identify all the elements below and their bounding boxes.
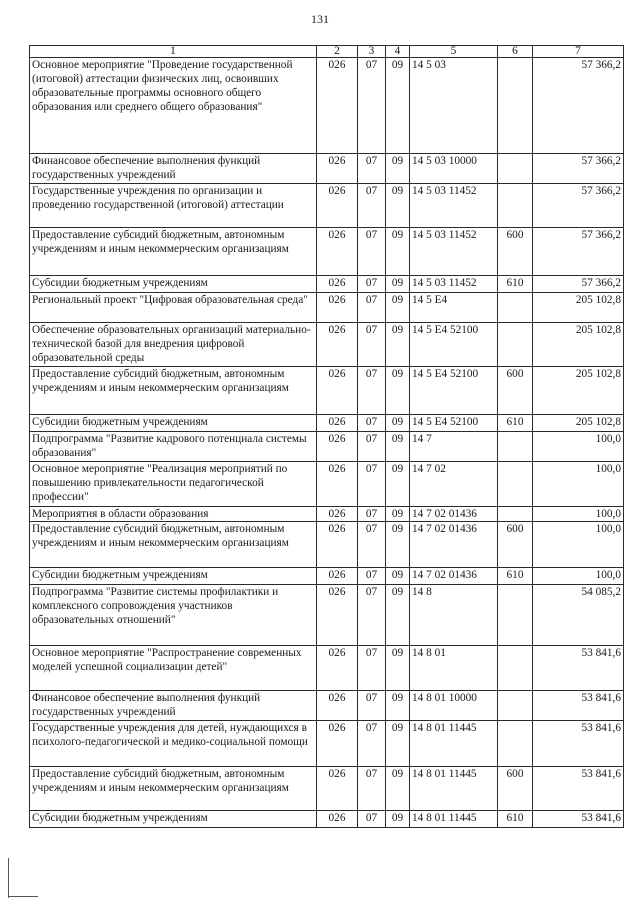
ministry-code: 026 [317, 462, 358, 507]
expense-type-code [498, 462, 533, 507]
target-article-code: 14 8 01 [410, 646, 498, 691]
ministry-code: 026 [317, 585, 358, 646]
amount: 53 841,6 [533, 767, 624, 811]
target-article-code: 14 5 03 11452 [410, 228, 498, 276]
subsection-code: 09 [386, 691, 410, 721]
target-article-code: 14 8 01 10000 [410, 691, 498, 721]
amount: 57 366,2 [533, 154, 624, 184]
subsection-code: 09 [386, 323, 410, 367]
amount: 205 102,8 [533, 293, 624, 323]
amount: 100,0 [533, 507, 624, 522]
subsection-code: 09 [386, 721, 410, 767]
table-row [30, 276, 624, 293]
target-article-code: 14 8 01 11445 [410, 767, 498, 811]
ministry-code: 026 [317, 646, 358, 691]
expense-type-code [498, 721, 533, 767]
row-name: Основное мероприятие "Распространение современных моделей успешной социализации детей" [30, 646, 317, 691]
row-name: Субсидии бюджетным учреждениям [30, 568, 317, 585]
expense-type-code [498, 646, 533, 691]
target-article-code: 14 8 [410, 585, 498, 646]
table-row [30, 367, 624, 415]
row-name: Региональный проект "Цифровая образовательная среда" [30, 293, 317, 323]
target-article-code: 14 7 02 [410, 462, 498, 507]
table-row [30, 228, 624, 276]
section-code: 07 [358, 585, 386, 646]
target-article-code: 14 8 01 11445 [410, 811, 498, 828]
amount: 100,0 [533, 432, 624, 462]
row-name: Финансовое обеспечение выполнения функций государственных учреждений [30, 691, 317, 721]
subsection-code: 09 [386, 276, 410, 293]
expense-type-code: 600 [498, 228, 533, 276]
target-article-code: 14 5 03 11452 [410, 276, 498, 293]
target-article-code: 14 5 E4 52100 [410, 323, 498, 367]
row-name: Государственные учреждения для детей, нуждающихся в психолого-педагогической и медико-социальной помощи [30, 721, 317, 767]
subsection-code: 09 [386, 585, 410, 646]
subsection-code: 09 [386, 507, 410, 522]
expense-type-code [498, 293, 533, 323]
table-row [30, 507, 624, 522]
expense-type-code [498, 691, 533, 721]
ministry-code: 026 [317, 276, 358, 293]
section-code: 07 [358, 691, 386, 721]
section-code: 07 [358, 646, 386, 691]
page-number: 131 [311, 12, 329, 26]
target-article-code: 14 7 02 01436 [410, 522, 498, 568]
expense-type-code [498, 323, 533, 367]
ministry-code: 026 [317, 228, 358, 276]
subsection-code: 09 [386, 367, 410, 415]
section-code: 07 [358, 184, 386, 228]
row-name: Предоставление субсидий бюджетным, автономным учреждениям и иным некоммерческим организациям [30, 767, 317, 811]
amount: 57 366,2 [533, 184, 624, 228]
subsection-code: 09 [386, 228, 410, 276]
amount: 57 366,2 [533, 276, 624, 293]
ministry-code: 026 [317, 58, 358, 154]
section-code: 07 [358, 367, 386, 415]
row-name: Предоставление субсидий бюджетным, автономным учреждениям и иным некоммерческим организациям [30, 228, 317, 276]
expense-type-code [498, 507, 533, 522]
row-name: Предоставление субсидий бюджетным, автономным учреждениям и иным некоммерческим организациям [30, 522, 317, 568]
subsection-code: 09 [386, 568, 410, 585]
ministry-code: 026 [317, 568, 358, 585]
amount: 53 841,6 [533, 811, 624, 828]
subsection-code: 09 [386, 432, 410, 462]
row-name: Основное мероприятие "Проведение государственной (итоговой) аттестации физических лиц, освоивших образовательные программы основного общего образования или среднего общего образования" [30, 58, 317, 154]
ministry-code: 026 [317, 432, 358, 462]
expense-type-code [498, 58, 533, 154]
ministry-code: 026 [317, 691, 358, 721]
amount: 205 102,8 [533, 323, 624, 367]
subsection-code: 09 [386, 58, 410, 154]
column-header-1: 1 [30, 46, 317, 58]
amount: 53 841,6 [533, 721, 624, 767]
column-header-3: 3 [358, 46, 386, 58]
target-article-code: 14 7 02 01436 [410, 568, 498, 585]
section-code: 07 [358, 568, 386, 585]
table-row [30, 691, 624, 721]
expense-type-code: 600 [498, 767, 533, 811]
column-header-7: 7 [533, 46, 624, 58]
column-header-2: 2 [317, 46, 358, 58]
expense-type-code [498, 154, 533, 184]
ministry-code: 026 [317, 367, 358, 415]
table-row [30, 568, 624, 585]
section-code: 07 [358, 507, 386, 522]
section-code: 07 [358, 58, 386, 154]
section-code: 07 [358, 767, 386, 811]
section-code: 07 [358, 293, 386, 323]
ministry-code: 026 [317, 507, 358, 522]
target-article-code: 14 7 02 01436 [410, 507, 498, 522]
ministry-code: 026 [317, 323, 358, 367]
amount: 53 841,6 [533, 646, 624, 691]
table-row [30, 184, 624, 228]
table-row [30, 646, 624, 691]
amount: 100,0 [533, 522, 624, 568]
column-header-6: 6 [498, 46, 533, 58]
target-article-code: 14 5 03 10000 [410, 154, 498, 184]
section-code: 07 [358, 154, 386, 184]
section-code: 07 [358, 721, 386, 767]
row-name: Мероприятия в области образования [30, 507, 317, 522]
subsection-code: 09 [386, 646, 410, 691]
target-article-code: 14 5 03 11452 [410, 184, 498, 228]
amount: 100,0 [533, 462, 624, 507]
expense-type-code: 610 [498, 415, 533, 432]
row-name: Подпрограмма "Развитие кадрового потенциала системы образования" [30, 432, 317, 462]
expense-type-code [498, 432, 533, 462]
section-code: 07 [358, 522, 386, 568]
expense-type-code: 600 [498, 367, 533, 415]
row-name: Субсидии бюджетным учреждениям [30, 415, 317, 432]
expense-type-code: 610 [498, 276, 533, 293]
row-name: Государственные учреждения по организации и проведению государственной (итоговой) аттестации [30, 184, 317, 228]
table-row [30, 585, 624, 646]
table-row [30, 462, 624, 507]
subsection-code: 09 [386, 811, 410, 828]
table-row [30, 811, 624, 828]
subsection-code: 09 [386, 184, 410, 228]
subsection-code: 09 [386, 154, 410, 184]
ministry-code: 026 [317, 767, 358, 811]
amount: 205 102,8 [533, 367, 624, 415]
target-article-code: 14 5 E4 52100 [410, 415, 498, 432]
ministry-code: 026 [317, 415, 358, 432]
subsection-code: 09 [386, 462, 410, 507]
row-name: Подпрограмма "Развитие системы профилактики и комплексного сопровождения участников образовательных отношений" [30, 585, 317, 646]
table-row [30, 293, 624, 323]
table-row [30, 767, 624, 811]
margin-mark [8, 896, 38, 897]
amount: 57 366,2 [533, 58, 624, 154]
expense-type-code: 610 [498, 811, 533, 828]
section-code: 07 [358, 276, 386, 293]
row-name: Субсидии бюджетным учреждениям [30, 811, 317, 828]
column-header-4: 4 [386, 46, 410, 58]
subsection-code: 09 [386, 293, 410, 323]
expense-type-code [498, 585, 533, 646]
subsection-code: 09 [386, 767, 410, 811]
section-code: 07 [358, 811, 386, 828]
ministry-code: 026 [317, 721, 358, 767]
amount: 100,0 [533, 568, 624, 585]
subsection-code: 09 [386, 522, 410, 568]
margin-mark [8, 858, 9, 898]
budget-table [29, 45, 624, 828]
amount: 205 102,8 [533, 415, 624, 432]
target-article-code: 14 8 01 11445 [410, 721, 498, 767]
section-code: 07 [358, 432, 386, 462]
table-row [30, 522, 624, 568]
section-code: 07 [358, 462, 386, 507]
target-article-code: 14 5 E4 52100 [410, 367, 498, 415]
header-row [30, 46, 624, 58]
row-name: Субсидии бюджетным учреждениям [30, 276, 317, 293]
amount: 54 085,2 [533, 585, 624, 646]
table-row [30, 415, 624, 432]
row-name: Финансовое обеспечение выполнения функций государственных учреждений [30, 154, 317, 184]
amount: 57 366,2 [533, 228, 624, 276]
target-article-code: 14 5 03 [410, 58, 498, 154]
ministry-code: 026 [317, 184, 358, 228]
section-code: 07 [358, 415, 386, 432]
subsection-code: 09 [386, 415, 410, 432]
ministry-code: 026 [317, 522, 358, 568]
column-header-5: 5 [410, 46, 498, 58]
ministry-code: 026 [317, 293, 358, 323]
table-row [30, 432, 624, 462]
section-code: 07 [358, 228, 386, 276]
section-code: 07 [358, 323, 386, 367]
target-article-code: 14 5 E4 [410, 293, 498, 323]
table-row [30, 721, 624, 767]
amount: 53 841,6 [533, 691, 624, 721]
target-article-code: 14 7 [410, 432, 498, 462]
expense-type-code: 600 [498, 522, 533, 568]
expense-type-code [498, 184, 533, 228]
table-row [30, 323, 624, 367]
row-name: Предоставление субсидий бюджетным, автономным учреждениям и иным некоммерческим организациям [30, 367, 317, 415]
ministry-code: 026 [317, 154, 358, 184]
table-row [30, 154, 624, 184]
row-name: Обеспечение образовательных организаций материально-технической базой для внедрения цифровой образовательной среды [30, 323, 317, 367]
table-row [30, 58, 624, 154]
ministry-code: 026 [317, 811, 358, 828]
row-name: Основное мероприятие "Реализация мероприятий по повышению привлекательности педагогической профессии" [30, 462, 317, 507]
expense-type-code: 610 [498, 568, 533, 585]
